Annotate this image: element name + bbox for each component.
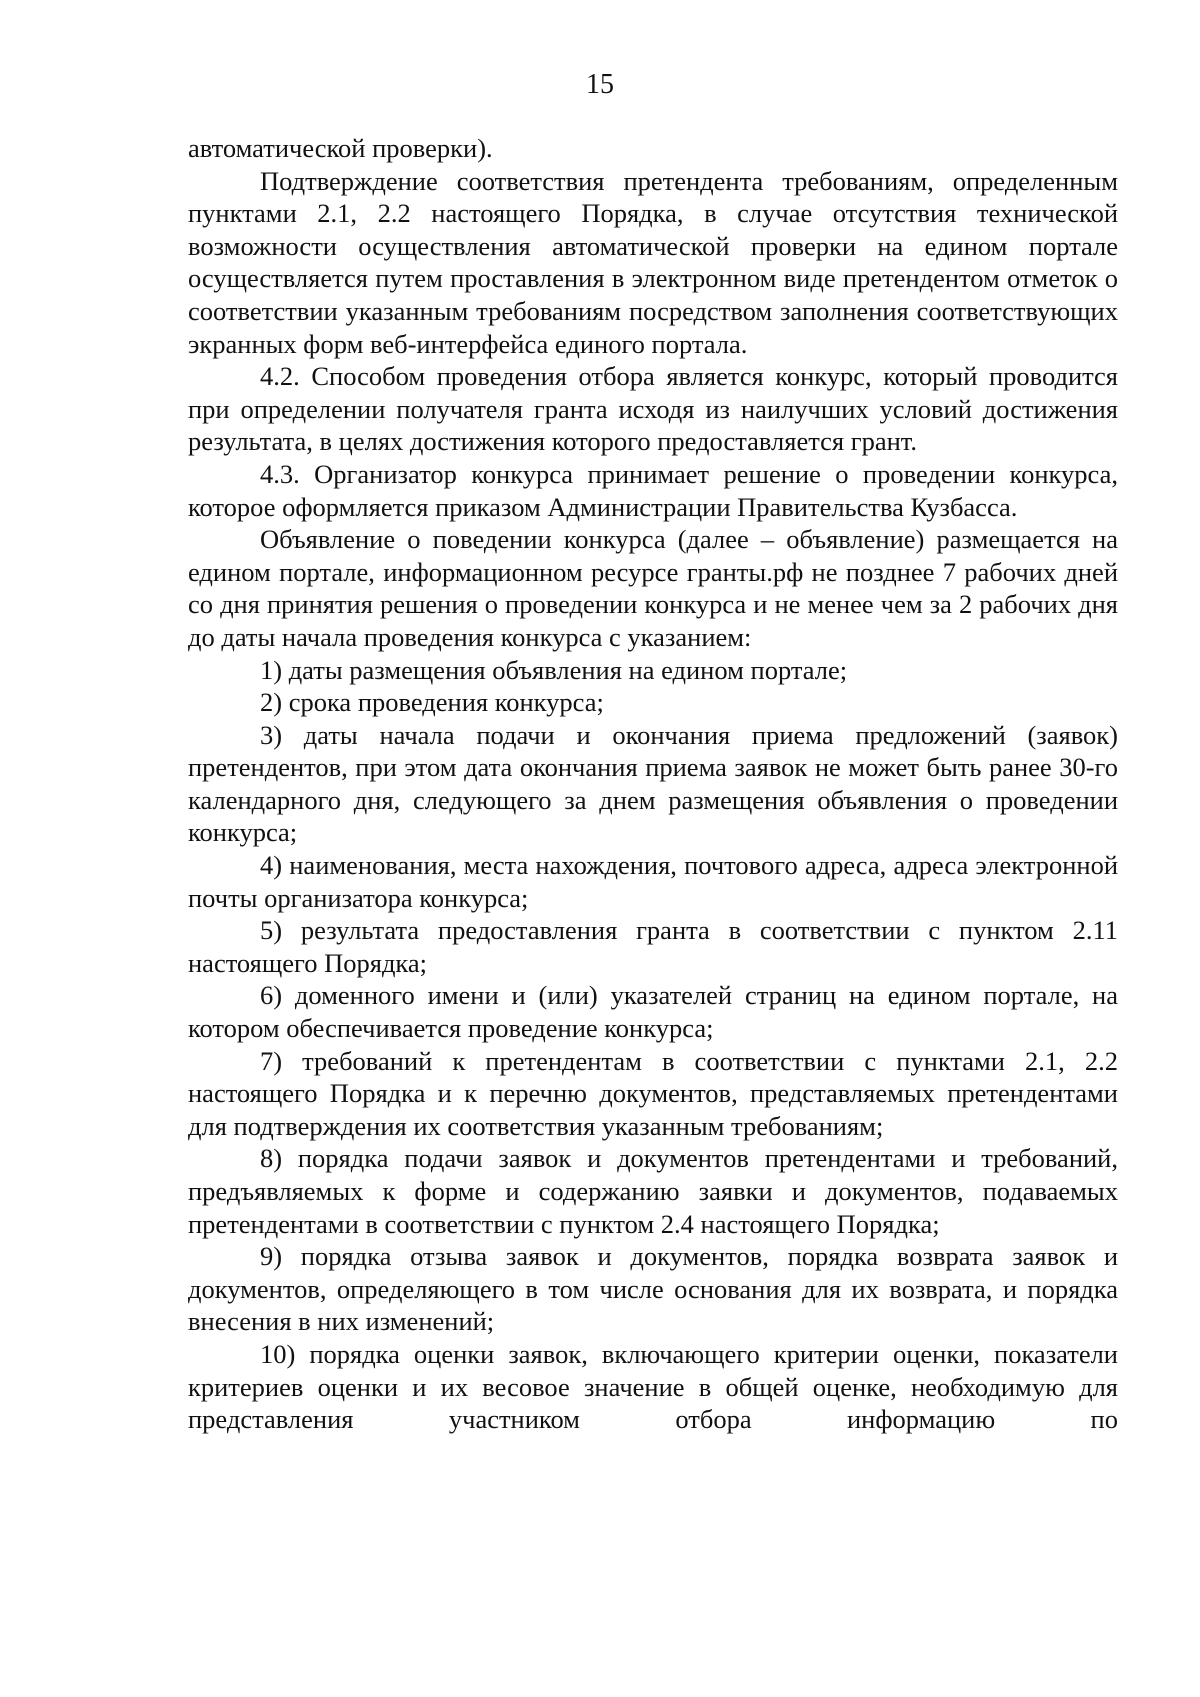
list-item-9: 9) порядка отзыва заявок и документов, порядка возврата заявок и документов, определяющего в том числе основания для их возврата, и порядка внесения в них изменений;: [188, 1241, 1118, 1337]
list-item-6: 6) доменного имени и (или) указателей страниц на едином портале, на котором обеспечивается проведение конкурса;: [188, 980, 1118, 1044]
list-item-1: 1) даты размещения объявления на едином портале;: [260, 654, 848, 685]
list-item-10: 10) порядка оценки заявок, включающего критерии оценки, показатели критериев оценки и их весовое значение в общей оценке, необходимую для представления участником отбора информацию по: [188, 1338, 1118, 1435]
paragraph-4-3: 4.3. Организатор конкурса принимает решение о проведении конкурса, которое оформляется приказом Администрации Правительства Кузбасса.: [188, 458, 1118, 522]
list-item-5: 5) результата предоставления гранта в соответствии с пунктом 2.11 настоящего Порядка;: [188, 915, 1118, 978]
list-item-2: 2) срока проведения конкурса;: [260, 687, 604, 718]
paragraph-announcement: Объявление о поведении конкурса (далее – объявление) размещается на едином портале, информационном ресурсе гранты.рф не позднее 7 рабочих дней со дня принятия решения о проведении конкурса и не менее чем за 2 рабочих дня до даты начала проведения конкурса с указанием:: [188, 524, 1118, 652]
paragraph-continuation: автоматической проверки).: [188, 133, 493, 163]
page-number: 15: [586, 69, 614, 100]
document-body: [188, 132, 1118, 1436]
list-item-7: 7) требований к претендентам в соответствии с пунктами 2.1, 2.2 настоящего Порядка и к перечню документов, представляемых претендентами для подтверждения их соответствия указанным требованиям;: [188, 1045, 1118, 1141]
paragraph-confirmation: Подтверждение соответствия претендента требованиям, определенным пунктами 2.1, 2.2 настоящего Порядка, в случае отсутствия технической возможности осуществления автоматической проверки на едином портале осуществляется путем проставления в электронном виде претендентом отметок о соответствии указанным требованиям посредством заполнения соответствующих экранных форм веб-интерфейса единого портала.: [188, 165, 1118, 359]
list-item-4: 4) наименования, места нахождения, почтового адреса, адреса электронной почты организатора конкурса;: [188, 850, 1118, 913]
list-item-3: 3) даты начала подачи и окончания приема предложений (заявок) претендентов, при этом дата окончания приема заявок не может быть ранее 30-го календарного дня, следующего за днем размещения объявления о проведении конкурса;: [188, 719, 1118, 848]
paragraph-4-2: 4.2. Способом проведения отбора является конкурс, который проводится при определении получателя гранта исходя из наилучших условий достижения результата, в целях достижения которого предоставляется грант.: [188, 361, 1118, 457]
list-item-8: 8) порядка подачи заявок и документов претендентами и требований, предъявляемых к форме и содержанию заявки и документов, подаваемых претендентами в соответствии с пунктом 2.4 настоящего Порядка;: [188, 1143, 1118, 1239]
